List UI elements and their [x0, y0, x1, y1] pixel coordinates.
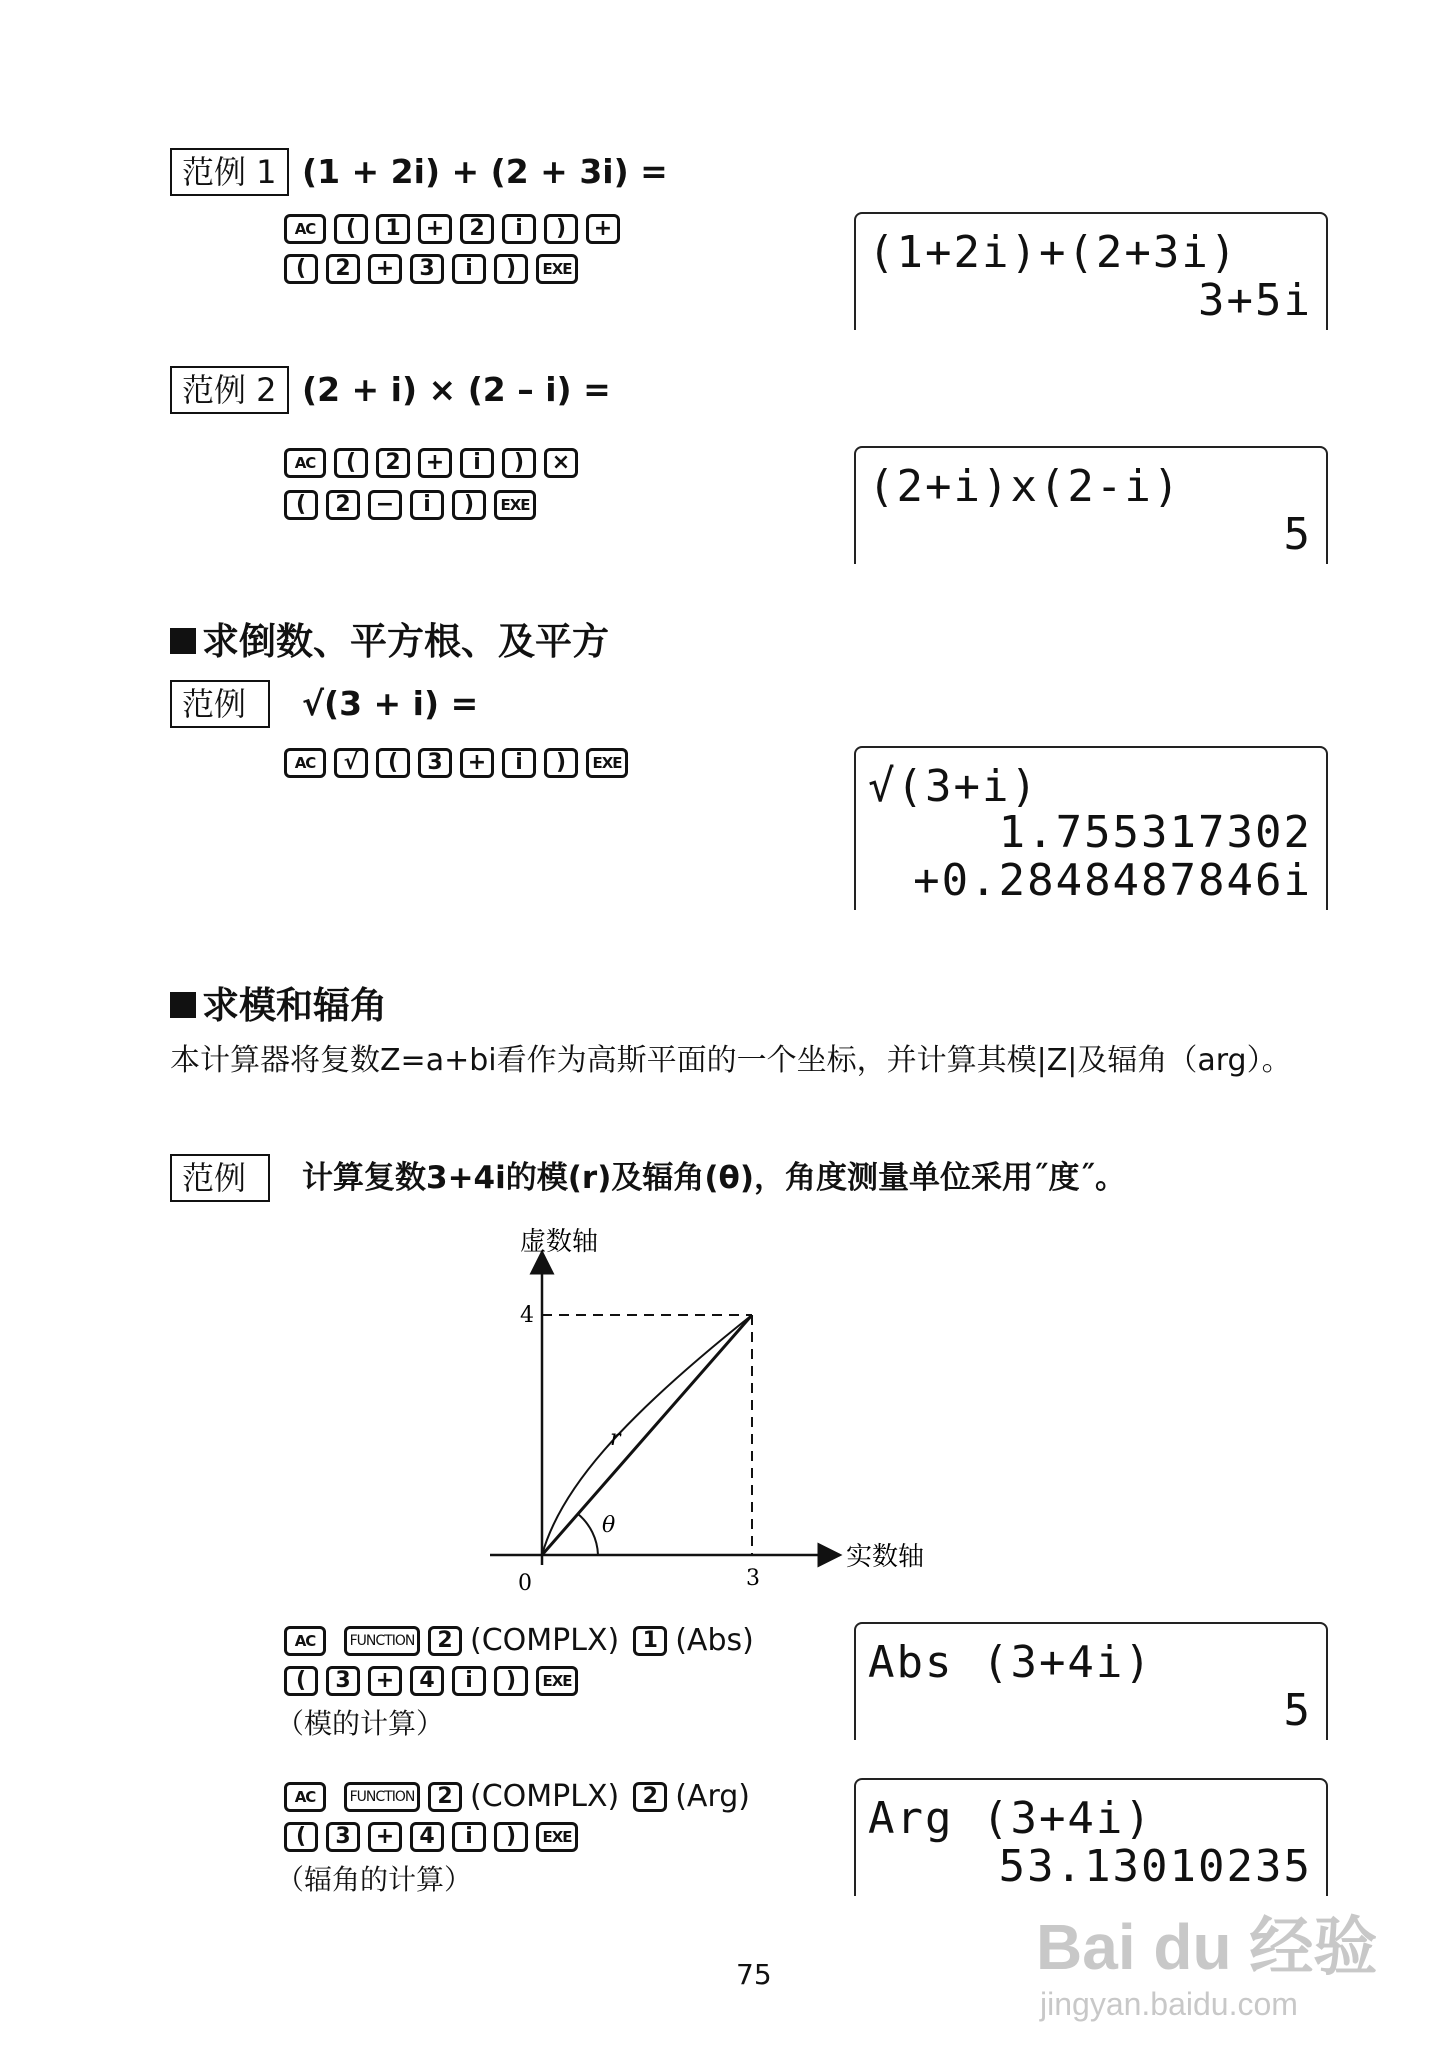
display-result-1: 1.755317302: [998, 807, 1312, 858]
display-input: Abs (3+4i): [868, 1637, 1153, 1688]
example-2-expression: (2 + i) × (2 – i) =: [302, 370, 611, 409]
complx-label: (COMPLX): [470, 1623, 620, 1658]
example-1-keys-row1: [284, 214, 620, 244]
watermark-url: jingyan.baidu.com: [1040, 1986, 1298, 2022]
key-plus[interactable]: +: [418, 214, 452, 244]
key-ac[interactable]: AC: [284, 448, 326, 478]
key-open-paren[interactable]: (: [334, 214, 368, 244]
x-axis-label: 实数轴: [846, 1542, 925, 1572]
key-2[interactable]: 2: [326, 254, 360, 284]
display-result: 5: [1283, 1685, 1312, 1736]
arg-note: （辐角的计算）: [276, 1863, 473, 1896]
key-3[interactable]: 3: [418, 748, 452, 778]
example-2-keys-row1: [284, 448, 578, 478]
abs-keys-row2: [284, 1666, 578, 1696]
arg-label: (Arg): [675, 1779, 750, 1814]
x-tick-label: 3: [746, 1566, 760, 1591]
key-i[interactable]: i: [502, 214, 536, 244]
key-minus[interactable]: −: [368, 490, 402, 520]
key-i[interactable]: i: [410, 490, 444, 520]
key-function[interactable]: FUNCTION: [344, 1626, 420, 1656]
key-close-paren[interactable]: ): [452, 490, 486, 520]
example-2-keys-row2: [284, 490, 536, 520]
display-input: (2+i)x(2-i): [868, 461, 1182, 512]
page-number: 75: [736, 1958, 772, 1991]
key-plus[interactable]: +: [368, 254, 402, 284]
key-i[interactable]: i: [452, 1666, 486, 1696]
display-input: Arg (3+4i): [868, 1793, 1153, 1844]
key-close-paren[interactable]: ): [544, 748, 578, 778]
bullet-square-icon: [170, 628, 196, 654]
key-close-paren[interactable]: ): [502, 448, 536, 478]
example-4-task: 计算复数3+4i的模(r)及辐角(θ)，角度测量单位采用˝度˝。: [302, 1160, 1126, 1196]
modulus-description: 本计算器将复数Z=a+bi看作为高斯平面的一个坐标，并计算其模|Z|及辐角（arg）。: [170, 1043, 1292, 1078]
complex-plane-diagram: [470, 1220, 970, 1620]
key-plus[interactable]: +: [418, 448, 452, 478]
key-2[interactable]: 2: [428, 1626, 462, 1656]
key-open-paren[interactable]: (: [284, 254, 318, 284]
key-1[interactable]: 1: [633, 1626, 667, 1656]
key-exe[interactable]: EXE: [586, 748, 628, 778]
key-3[interactable]: 3: [326, 1822, 360, 1852]
bullet-square-icon: [170, 992, 196, 1018]
complx-label: (COMPLX): [470, 1779, 620, 1814]
key-open-paren[interactable]: (: [376, 748, 410, 778]
key-close-paren[interactable]: ): [494, 254, 528, 284]
key-3[interactable]: 3: [326, 1666, 360, 1696]
example-1-display: [854, 212, 1328, 330]
example-1-expression: (1 + 2i) + (2 + 3i) =: [302, 152, 668, 191]
abs-label: (Abs): [675, 1623, 754, 1658]
key-ac[interactable]: AC: [284, 1626, 326, 1656]
key-multiply[interactable]: ×: [544, 448, 578, 478]
key-ac[interactable]: AC: [284, 214, 326, 244]
y-axis-label: 虚数轴: [520, 1227, 599, 1257]
key-sqrt[interactable]: √: [334, 748, 368, 778]
key-2[interactable]: 2: [633, 1782, 667, 1812]
baidu-watermark-logo: Bai du 经验: [1036, 1911, 1378, 1983]
abs-keys-row1: [284, 1623, 754, 1658]
key-2[interactable]: 2: [428, 1782, 462, 1812]
example-2-display: [854, 446, 1328, 564]
display-result: 3+5i: [1198, 275, 1312, 326]
section-title-modulus: 求模和辐角: [170, 982, 387, 1030]
display-input: √(3+i): [868, 761, 1039, 812]
key-open-paren[interactable]: (: [284, 1666, 318, 1696]
key-2[interactable]: 2: [460, 214, 494, 244]
key-close-paren[interactable]: ): [494, 1822, 528, 1852]
example-3-display: [854, 746, 1328, 910]
key-exe[interactable]: EXE: [536, 1822, 578, 1852]
key-3[interactable]: 3: [410, 254, 444, 284]
example-1-label: 范例 1: [170, 148, 289, 196]
key-close-paren[interactable]: ): [494, 1666, 528, 1696]
example-3-expression: √(3 + i) =: [302, 684, 479, 723]
key-4[interactable]: 4: [410, 1822, 444, 1852]
key-i[interactable]: i: [460, 448, 494, 478]
key-plus[interactable]: +: [368, 1666, 402, 1696]
key-2[interactable]: 2: [326, 490, 360, 520]
display-result: 5: [1283, 509, 1312, 560]
key-close-paren[interactable]: ): [544, 214, 578, 244]
abs-display: [854, 1622, 1328, 1740]
key-open-paren[interactable]: (: [284, 490, 318, 520]
section-title-reciprocal: 求倒数、平方根、及平方: [170, 618, 609, 666]
example-4-label: 范例: [170, 1154, 270, 1202]
key-2[interactable]: 2: [376, 448, 410, 478]
display-result-2: +0.2848487846i: [913, 855, 1312, 906]
example-1-keys-row2: [284, 254, 578, 284]
key-function[interactable]: FUNCTION: [344, 1782, 420, 1812]
key-exe[interactable]: EXE: [494, 490, 536, 520]
arg-keys-row1: [284, 1779, 750, 1814]
key-open-paren[interactable]: (: [284, 1822, 318, 1852]
key-plus[interactable]: +: [586, 214, 620, 244]
origin-label: 0: [518, 1571, 532, 1596]
key-exe[interactable]: EXE: [536, 254, 578, 284]
key-open-paren[interactable]: (: [334, 448, 368, 478]
key-i[interactable]: i: [452, 1822, 486, 1852]
key-plus[interactable]: +: [368, 1822, 402, 1852]
key-ac[interactable]: AC: [284, 748, 326, 778]
key-ac[interactable]: AC: [284, 1782, 326, 1812]
display-result: 53.13010235: [998, 1841, 1312, 1892]
theta-arc: [578, 1514, 598, 1555]
key-i[interactable]: i: [452, 254, 486, 284]
display-input: (1+2i)+(2+3i): [868, 227, 1239, 278]
r-label: r: [610, 1426, 621, 1451]
vector-line: [542, 1315, 752, 1555]
key-exe[interactable]: EXE: [536, 1666, 578, 1696]
key-i[interactable]: i: [502, 748, 536, 778]
example-2-label: 范例 2: [170, 366, 289, 414]
example-3-keys: [284, 748, 628, 778]
arg-display: [854, 1778, 1328, 1896]
key-4[interactable]: 4: [410, 1666, 444, 1696]
theta-label: θ: [602, 1513, 616, 1538]
arg-keys-row2: [284, 1822, 578, 1852]
key-1[interactable]: 1: [376, 214, 410, 244]
y-tick-label: 4: [520, 1303, 534, 1328]
example-3-label: 范例: [170, 680, 270, 728]
abs-note: （模的计算）: [276, 1707, 445, 1740]
key-plus[interactable]: +: [460, 748, 494, 778]
